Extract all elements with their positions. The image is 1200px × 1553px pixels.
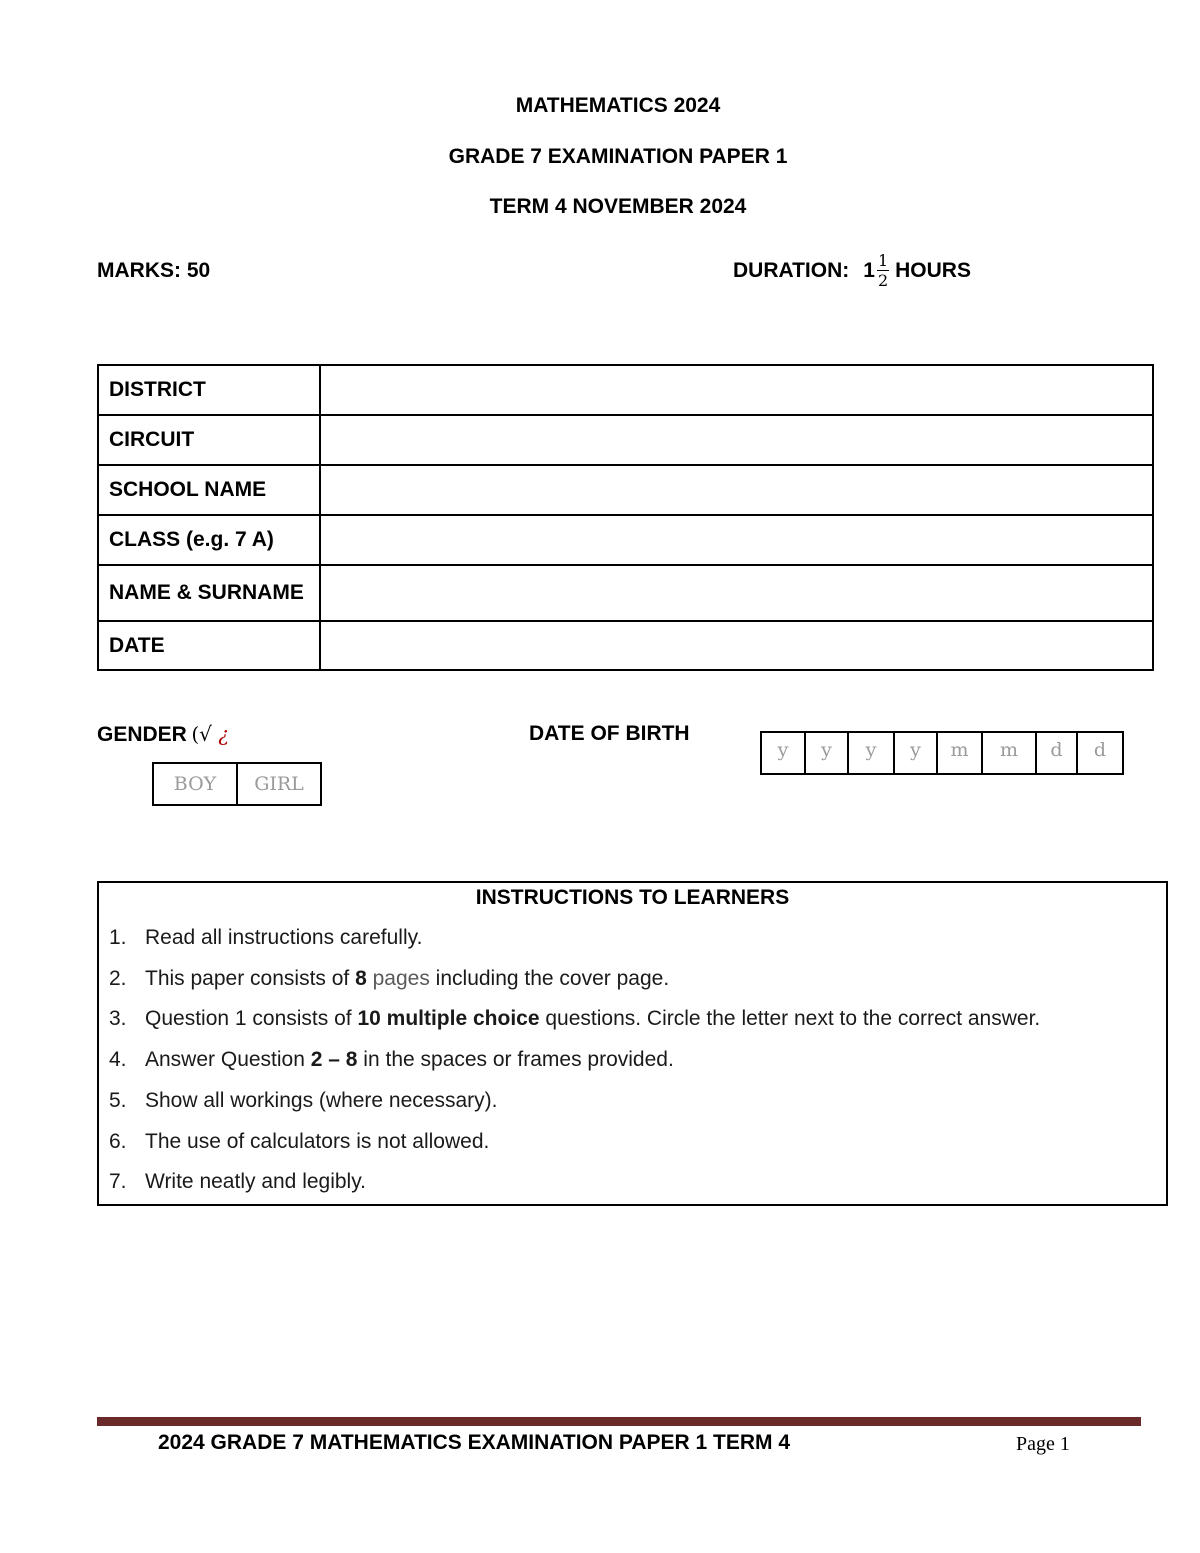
duration-unit: HOURS — [895, 259, 971, 282]
gender-label: GENDER — [97, 723, 187, 746]
tick-symbol-text: (√ — [191, 722, 212, 746]
item-text: questions. Circle the letter next to the correct answer. — [539, 1007, 1041, 1030]
district-field[interactable] — [320, 365, 1153, 415]
footer-title: 2024 GRADE 7 MATHEMATICS EXAMINATION PAPER 1 TERM 4 — [158, 1431, 791, 1454]
name-surname-field[interactable] — [320, 565, 1153, 621]
gender-option-boy[interactable]: BOY — [153, 763, 237, 805]
dob-month-box[interactable]: m — [982, 732, 1036, 774]
list-item — [109, 1089, 497, 1113]
item-text: including the cover page. — [429, 967, 670, 990]
table-row — [98, 415, 1153, 465]
page-number: Page 1 — [1016, 1433, 1070, 1455]
duration-text: DURATION: — [733, 259, 850, 282]
learner-info-table — [97, 364, 1154, 671]
row-label-school-name: SCHOOL NAME — [98, 465, 320, 515]
dob-year-box[interactable]: y — [894, 732, 937, 774]
item-number: 3. — [109, 1007, 127, 1030]
date-field[interactable] — [320, 621, 1153, 670]
row-label-date: DATE — [98, 621, 320, 670]
instructions-title: INSTRUCTIONS TO LEARNERS — [475, 886, 790, 909]
row-label-district: DISTRICT — [98, 365, 320, 415]
item-text: Show all workings (where necessary). — [145, 1089, 498, 1112]
instructions-box — [97, 881, 1168, 1206]
tick-symbol — [191, 722, 229, 746]
exam-title: MATHEMATICS 2024 — [515, 94, 721, 117]
list-item — [109, 1048, 674, 1072]
fraction-numerator: 1 — [877, 251, 889, 270]
dob-month-box[interactable]: m — [937, 732, 982, 774]
duration-label — [733, 246, 971, 296]
item-number: 6. — [109, 1130, 127, 1153]
item-text: pages — [366, 967, 430, 990]
list-item — [109, 1170, 366, 1194]
marks-label: MARKS: 50 — [97, 259, 211, 282]
exam-subtitle: GRADE 7 EXAMINATION PAPER 1 — [448, 145, 788, 168]
dob-year-box[interactable]: y — [848, 732, 894, 774]
list-item — [109, 1130, 489, 1154]
item-text: Answer Question — [145, 1048, 311, 1071]
item-number: 7. — [109, 1170, 127, 1193]
dob-day-box[interactable]: d — [1036, 732, 1077, 774]
dob-year-box[interactable]: y — [805, 732, 848, 774]
dob-label: DATE OF BIRTH — [529, 722, 690, 745]
table-row — [98, 621, 1153, 670]
duration-whole: 1 — [863, 259, 875, 282]
footer-divider — [97, 1417, 1141, 1426]
list-item — [109, 926, 422, 950]
item-text: Write neatly and legibly. — [145, 1170, 367, 1193]
fraction-denominator: 2 — [877, 271, 889, 290]
gender-heading — [97, 722, 229, 747]
item-emphasis: 2 – 8 — [310, 1048, 358, 1071]
exam-term: TERM 4 NOVEMBER 2024 — [489, 195, 747, 218]
table-row — [98, 565, 1153, 621]
item-text: Read all instructions carefully. — [145, 926, 423, 949]
item-emphasis: 8 — [355, 967, 367, 990]
duration-fraction — [877, 253, 889, 289]
item-number: 2. — [109, 967, 127, 990]
item-text: This paper consists of — [145, 967, 356, 990]
table-row — [98, 465, 1153, 515]
list-item — [109, 1007, 1040, 1031]
item-text: in the spaces or frames provided. — [357, 1048, 674, 1071]
school-name-field[interactable] — [320, 465, 1153, 515]
list-item — [109, 967, 669, 991]
table-row — [98, 515, 1153, 565]
tick-symbol-extra: ¿ — [218, 722, 229, 746]
item-text: Question 1 consists of — [145, 1007, 358, 1030]
row-label-class: CLASS (e.g. 7 A) — [98, 515, 320, 565]
item-number: 1. — [109, 926, 127, 949]
class-field[interactable] — [320, 515, 1153, 565]
item-number: 5. — [109, 1089, 127, 1112]
dob-year-box[interactable]: y — [761, 732, 805, 774]
item-emphasis: 10 multiple choice — [357, 1007, 540, 1030]
table-row — [98, 365, 1153, 415]
circuit-field[interactable] — [320, 415, 1153, 465]
gender-option-girl[interactable]: GIRL — [237, 763, 321, 805]
dob-boxes — [760, 731, 1124, 775]
row-label-circuit: CIRCUIT — [98, 415, 320, 465]
dob-day-box[interactable]: d — [1077, 732, 1123, 774]
gender-options — [152, 762, 322, 806]
row-label-name-surname: NAME & SURNAME — [98, 565, 320, 621]
item-text: The use of calculators is not allowed. — [145, 1130, 490, 1153]
item-number: 4. — [109, 1048, 127, 1071]
